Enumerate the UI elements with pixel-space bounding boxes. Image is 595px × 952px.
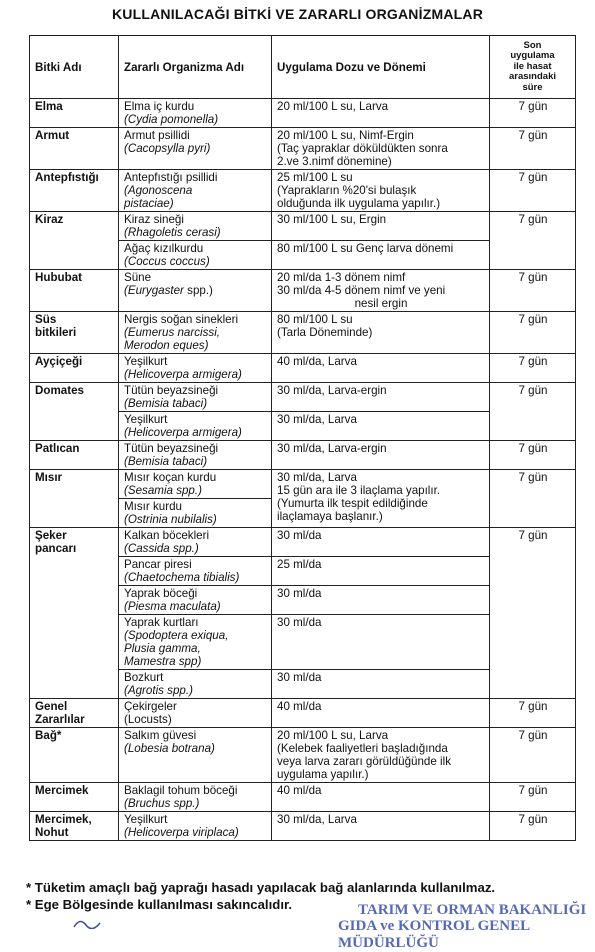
dose-cell: 30 ml/100 L su, Ergin [272,212,490,241]
table-row [30,699,576,728]
dose-cell: 25 ml/da [272,557,490,586]
dose-cell: 20 ml/da 1-3 dönem nimf 30 ml/da 4-5 dönem nimf ve yeni nesil ergin [272,270,490,312]
table-row [30,212,576,241]
pest-cell: Yaprak böceği (Piesma maculata) [119,586,272,615]
page-title: KULLANILACAĞI BİTKİ VE ZARARLI ORGANİZMALAR [111,6,483,22]
dose-cell: 80 ml/100 L su Genç larva dönemi [272,241,490,270]
ministry-stamp-line-1: TARIM VE ORMAN BAKANLIĞI [358,902,587,918]
days-cell: 7 gün [490,312,576,354]
table-row [30,441,576,470]
table-row [30,354,576,383]
dose-cell: 30 ml/da [272,586,490,615]
pest-cell: Antepfıstığı psillidi (Agonoscena pistaciae) [119,170,272,212]
days-cell: 7 gün [490,728,576,783]
signature-mark [70,915,140,929]
ministry-stamp-line-2: GIDA ve KONTROL GENEL MÜDÜRLÜĞÜ [338,918,530,951]
days-cell: 7 gün [490,270,576,312]
dose-cell: 40 ml/da [272,783,490,812]
pest-cell: Kalkan böcekleri (Cassida spp.) [119,528,272,557]
dose-cell: 30 ml/da, Larva [272,812,490,841]
days-cell: 7 gün [490,212,576,270]
pest-cell: Yaprak kurtları (Spodoptera exiqua, Plusia gamma, Mamestra spp) [119,615,272,670]
plant-name: Antepfıstığı [30,170,119,212]
pest-cell: Mısır kurdu (Ostrinia nubilalis) [119,499,272,528]
pest-cell: Tütün beyazsineği (Bemisia tabaci) [119,441,272,470]
plant-name: Süs bitkileri [30,312,119,354]
pest-cell: Süne (Eurygaster spp.) [119,270,272,312]
plant-name: Bağ* [30,728,119,783]
plant-name: Kiraz [30,212,119,270]
pest-cell: Elma iç kurdu (Cydia pomonella) [119,99,272,128]
pest-cell: Mısır koçan kurdu (Sesamia spp.) [119,470,272,499]
dose-cell: 30 ml/da, Larva 15 gün ara ile 3 ilaçlama yapılır. (Yumurta ilk tespit edildiğinde ilaçlamaya başlanır.) [272,470,490,528]
pest-cell: Yeşilkurt (Helicoverpa viriplaca) [119,812,272,841]
days-cell: 7 gün [490,441,576,470]
days-cell: 7 gün [490,99,576,128]
table-row [30,170,576,212]
days-cell: 7 gün [490,528,576,699]
days-cell: 7 gün [490,699,576,728]
table-row [30,812,576,841]
table-row [30,528,576,557]
dose-cell: 40 ml/da [272,699,490,728]
days-cell: 7 gün [490,170,576,212]
plant-name: Mercimek [30,783,119,812]
dose-cell: 30 ml/da [272,615,490,670]
table-row [30,99,576,128]
pest-cell: Baklagil tohum böceği (Bruchus spp.) [119,783,272,812]
dose-cell: 80 ml/100 L su (Tarla Döneminde) [272,312,490,354]
header-plant: Bitki Adı [30,36,119,99]
plant-name: Elma [30,99,119,128]
dose-cell: 40 ml/da, Larva [272,354,490,383]
plant-name: Mercimek, Nohut [30,812,119,841]
dose-cell: 20 ml/100 L su, Larva (Kelebek faaliyetleri başladığında veya larva zararı görüldüğünde ilk uygulama yapılır.) [272,728,490,783]
days-cell: 7 gün [490,383,576,441]
pest-cell: Nergis soğan sinekleri (Eumerus narcissi, Merodon eques) [119,312,272,354]
table-row [30,270,576,312]
plant-pest-table [29,35,576,841]
header-days: Son uygulama ile hasat arasındaki süre [490,36,576,99]
plant-name: Armut [30,128,119,170]
plant-name: Patlıcan [30,441,119,470]
footnote-aegean: * Ege Bölgesinde kullanılması sakıncalıdır. [26,897,293,912]
pest-cell: Yeşilkurt (Helicoverpa armigera) [119,354,272,383]
table-row [30,312,576,354]
pest-cell: Yeşilkurt (Helicoverpa armigera) [119,412,272,441]
days-cell: 7 gün [490,783,576,812]
header-dose: Uygulama Dozu ve Dönemi [272,36,490,99]
pest-cell: Armut psillidi (Cacopsylla pyri) [119,128,272,170]
table-row [30,383,576,412]
days-cell: 7 gün [490,812,576,841]
dose-cell: 30 ml/da [272,670,490,699]
days-cell: 7 gün [490,470,576,528]
plant-name: Domates [30,383,119,441]
days-cell: 7 gün [490,128,576,170]
pest-cell: Bozkurt (Agrotis spp.) [119,670,272,699]
dose-cell: 20 ml/100 L su, Nimf-Ergin (Taç yapraklar döküldükten sonra 2.ve 3.nimf dönemine) [272,128,490,170]
pest-cell: Tütün beyazsineği (Bemisia tabaci) [119,383,272,412]
pest-cell: Kiraz sineği (Rhagoletis cerasi) [119,212,272,241]
header-pest: Zararlı Organizma Adı [119,36,272,99]
dose-cell: 25 ml/100 L su (Yaprakların %20'si bulaşık olduğunda ilk uygulama yapılır.) [272,170,490,212]
plant-name: Hububat [30,270,119,312]
plant-name: Şeker pancarı [30,528,119,699]
dose-cell: 30 ml/da, Larva-ergin [272,383,490,412]
footnote-grape-leaf: * Tüketim amaçlı bağ yaprağı hasadı yapılacak bağ alanlarında kullanılmaz. [26,880,496,895]
table-row [30,728,576,783]
table-header-row [30,36,576,99]
dose-cell: 30 ml/da, Larva-ergin [272,441,490,470]
days-cell: 7 gün [490,354,576,383]
plant-name: Mısır [30,470,119,528]
dose-cell: 30 ml/da, Larva [272,412,490,441]
pest-cell: Pancar piresi (Chaetochema tibialis) [119,557,272,586]
pest-cell: Ağaç kızılkurdu (Coccus coccus) [119,241,272,270]
plant-name: Genel Zararlılar [30,699,119,728]
table-row [30,783,576,812]
plant-name: Ayçiçeği [30,354,119,383]
dose-cell: 30 ml/da [272,528,490,557]
pest-cell: Salkım güvesi (Lobesia botrana) [119,728,272,783]
dose-cell: 20 ml/100 L su, Larva [272,99,490,128]
table-row [30,470,576,499]
table-row [30,128,576,170]
pest-cell: Çekirgeler (Locusts) [119,699,272,728]
